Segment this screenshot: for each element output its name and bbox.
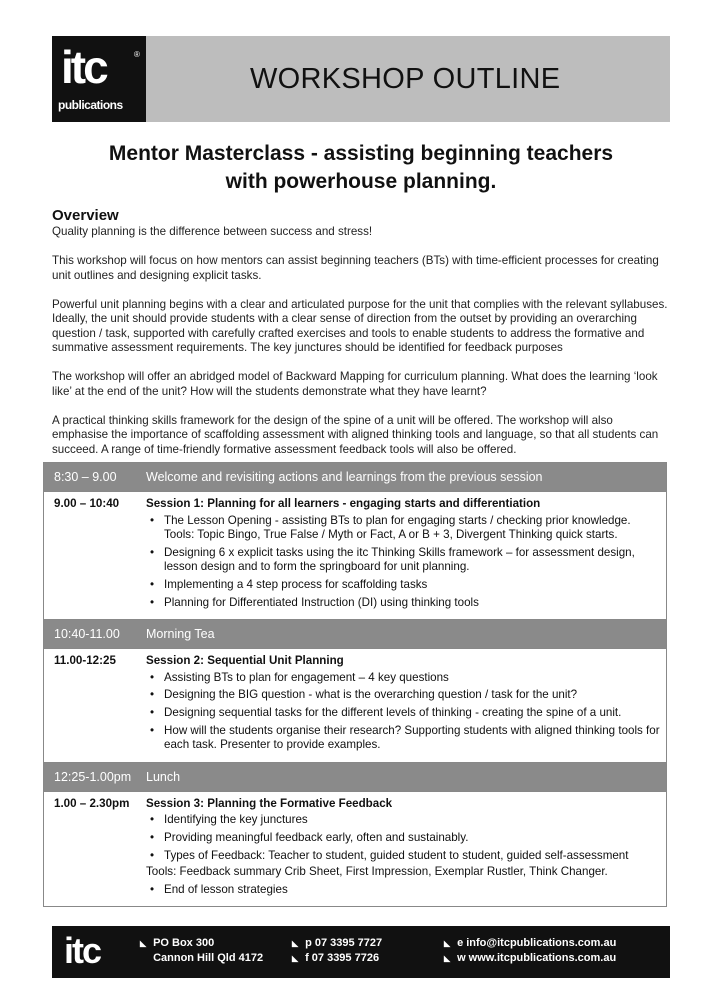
list-item: • Implementing a 4 step process for scaffolding tasks bbox=[146, 578, 664, 593]
band-text: Welcome and revisiting actions and learnings from the previous session bbox=[146, 470, 543, 484]
list-item: • Providing meaningful feedback early, often and sustainably. bbox=[146, 831, 664, 846]
band-time: 10:40-11.00 bbox=[54, 627, 120, 642]
session-title: Session 1: Planning for all learners - engaging starts and differentiation bbox=[146, 497, 541, 510]
list-item: • Designing sequential tasks for the different levels of thinking - creating the spine of a unit. bbox=[146, 706, 664, 721]
logo-subtitle: publications bbox=[58, 98, 123, 112]
list-item: • End of lesson strategies bbox=[146, 883, 664, 898]
list-item bbox=[146, 514, 664, 543]
title-line-2: with powerhouse planning. bbox=[225, 170, 497, 193]
session-list bbox=[146, 671, 664, 753]
fax-number: f 07 3395 7726 bbox=[305, 952, 380, 964]
footer-contact bbox=[444, 936, 616, 966]
session-2-row bbox=[44, 648, 666, 763]
session-body bbox=[146, 797, 664, 901]
document-title bbox=[52, 140, 670, 196]
page-footer bbox=[52, 926, 670, 978]
overview-paragraph: Quality planning is the difference between success and stress! bbox=[52, 225, 373, 238]
footer-phone bbox=[292, 936, 382, 966]
session-list bbox=[146, 883, 664, 898]
list-item: • How will the students organise their research? Supporting students with aligned thinking tools for each task. Presenter to provide examples. bbox=[146, 724, 664, 753]
overview-paragraph: This workshop will focus on how mentors can assist beginning teachers (BTs) with time-efficient processes for creating unit outlines and designing explicit tasks. bbox=[52, 254, 659, 282]
list-item: • Designing 6 x explicit tasks using the itc Thinking Skills framework – for assessment design, lesson design and to form the springboard for unit planning. bbox=[146, 546, 664, 575]
logo-wordmark: itc bbox=[61, 41, 106, 93]
arrow-icon: ◣ bbox=[444, 954, 451, 963]
band-time: 8:30 – 9.00 bbox=[54, 470, 117, 484]
list-item: • Designing the BIG question - what is the overarching question / task for the unit? bbox=[146, 688, 664, 703]
list-item: • Planning for Differentiated Instruction (DI) using thinking tools bbox=[146, 596, 664, 611]
phone-number: p 07 3395 7727 bbox=[305, 937, 383, 949]
page-header bbox=[52, 36, 670, 122]
session-time: 11.00-12:25 bbox=[54, 654, 116, 668]
session-time: 9.00 – 10:40 bbox=[54, 497, 120, 510]
arrow-icon: ◣ bbox=[292, 939, 299, 948]
band-text: Morning Tea bbox=[146, 627, 215, 642]
session-1-row bbox=[44, 491, 666, 620]
arrow-icon: ◣ bbox=[292, 954, 299, 963]
header-title: WORKSHOP OUTLINE bbox=[250, 63, 561, 95]
session-body bbox=[146, 497, 664, 613]
overview-paragraph: A practical thinking skills framework for the design of the spine of a unit will be offered. The workshop will also emphasise the importance of scaffolding assessment with aligned thinking tools and language, so that all students can succeed. A range of time-friendly formative assessment feedback tools will also be offered. bbox=[52, 413, 659, 456]
overview-paragraph: The workshop will offer an abridged model of Backward Mapping for curriculum planning. What does the learning ‘look like’ at the end of the unit? How will the students demonstrate what they have learnt? bbox=[52, 370, 658, 398]
address-line: Cannon Hill Qld 4172 bbox=[153, 952, 264, 964]
session-title: Session 2: Sequential Unit Planning bbox=[146, 654, 344, 668]
schedule-band-lunch bbox=[44, 763, 666, 791]
title-line-1: Mentor Masterclass - assisting beginning teachers bbox=[108, 142, 614, 165]
overview-heading: Overview bbox=[52, 207, 119, 224]
session-time: 1.00 – 2.30pm bbox=[54, 796, 130, 810]
session-list bbox=[146, 514, 664, 611]
band-time: 12:25-1.00pm bbox=[54, 769, 132, 784]
session-title: Session 3: Planning the Formative Feedback bbox=[146, 796, 393, 810]
arrow-icon: ◣ bbox=[140, 939, 147, 948]
session-body bbox=[146, 654, 664, 756]
overview-paragraph: Powerful unit planning begins with a clear and articulated purpose for the unit that complies with the relevant syllabuses. Ideally, the unit should provide students with a clear sense of direction from the outset by providing an overarching question / task, supported with carefully crafted exercises and tools to enable students to address the formative and summative assessment requirements. The key junctures should be identified for feedback purposes bbox=[52, 297, 668, 354]
list-item-text: • The Lesson Opening - assisting BTs to plan for engaging starts / checking prior knowledge. bbox=[164, 513, 631, 527]
band-text: Lunch bbox=[146, 769, 181, 784]
address-line: PO Box 300 bbox=[153, 937, 215, 949]
session-tools: Tools: Feedback summary Crib Sheet, First Impression, Exemplar Rustler, Think Changer. bbox=[146, 865, 608, 879]
overview-section bbox=[52, 225, 672, 472]
list-item: • Types of Feedback: Teacher to student, guided student to student, guided self-assessment bbox=[146, 849, 664, 864]
schedule-table bbox=[43, 462, 667, 907]
website-link[interactable]: w www.itcpublications.com.au bbox=[457, 952, 617, 964]
session-3-row bbox=[44, 791, 666, 907]
arrow-icon: ◣ bbox=[444, 939, 451, 948]
list-item-tools: Tools: Topic Bingo, True False / Myth or Fact, A or B + 3, Divergent Thinking quick starts. bbox=[164, 528, 618, 542]
session-list bbox=[146, 813, 664, 863]
footer-address bbox=[140, 936, 263, 966]
registered-mark-icon: ® bbox=[134, 50, 140, 59]
list-item: • Assisting BTs to plan for engagement – 4 key questions bbox=[146, 671, 664, 686]
schedule-band-welcome bbox=[44, 463, 666, 491]
itc-logo bbox=[52, 36, 146, 122]
list-item: • Identifying the key junctures bbox=[146, 813, 664, 828]
schedule-band-morning-tea bbox=[44, 620, 666, 648]
footer-logo: itc bbox=[64, 930, 101, 971]
email-link[interactable]: e info@itcpublications.com.au bbox=[457, 937, 617, 949]
